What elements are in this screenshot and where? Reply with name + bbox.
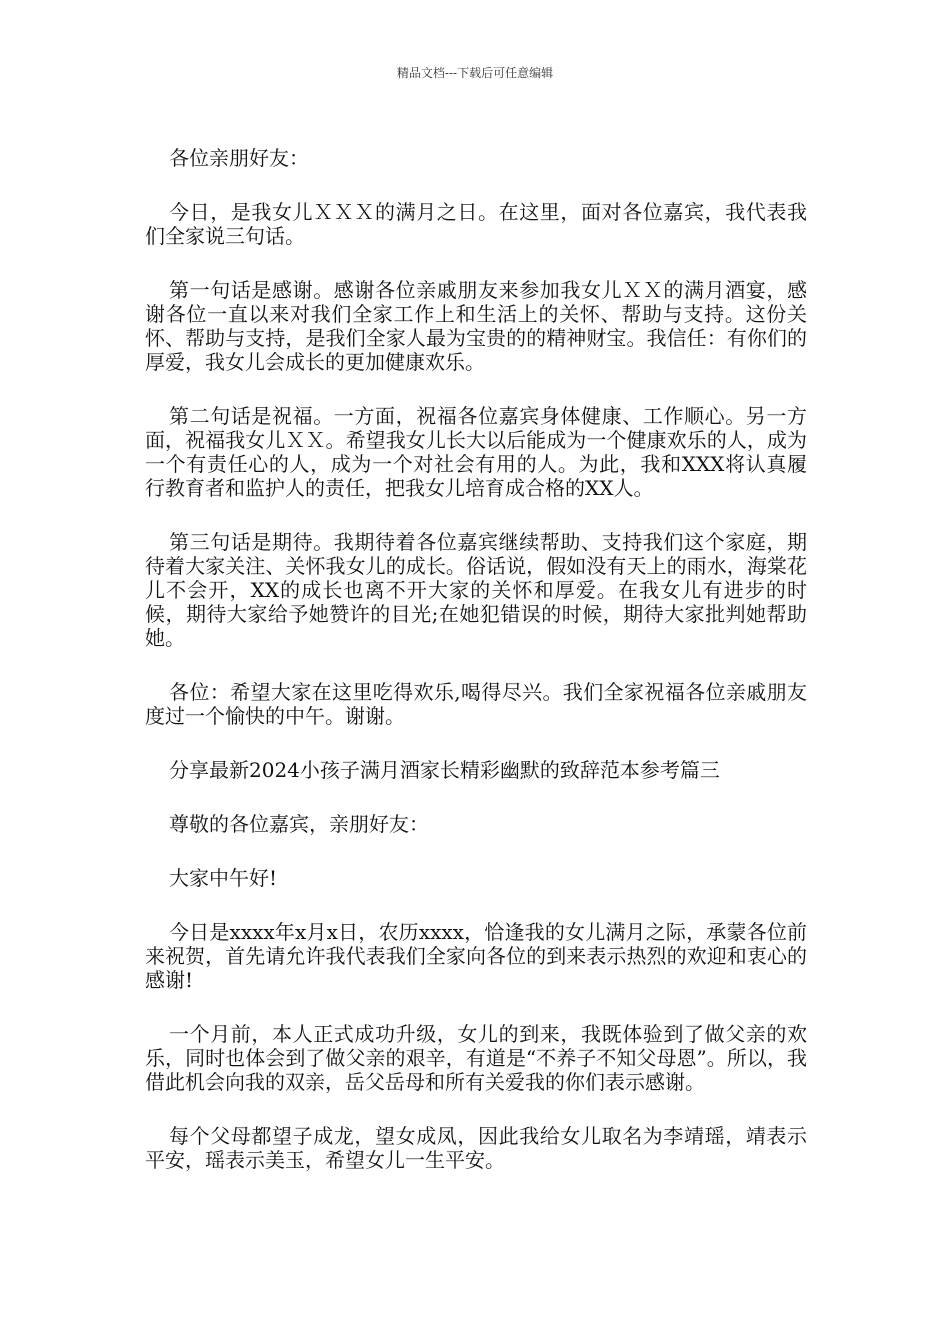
paragraph-closing: 各位：希望大家在这里吃得欢乐,喝得尽兴。我们全家祝福各位亲戚朋友度过一个愉快的中午。谢谢。 bbox=[145, 680, 807, 728]
paragraph-blessing: 第二句话是祝福。一方面，祝福各位嘉宾身体健康、工作顺心。另一方面，祝福我女儿ＸＸ。希望我女儿长大以后能成为一个健康欢乐的人，成为一个有责任心的人，成为一个对社会有用的人。为此，我和XXX将认真履行教育者和监护人的责任，把我女儿培育成合格的XX人。 bbox=[145, 404, 807, 500]
paragraph-intro: 今日，是我女儿ＸＸＸ的满月之日。在这里，面对各位嘉宾，我代表我们全家说三句话。 bbox=[145, 200, 807, 248]
paragraph-greeting: 大家中午好! bbox=[169, 866, 278, 890]
paragraph-welcome: 今日是xxxx年x月x日，农历xxxx，恰逢我的女儿满月之际，承蒙各位前来祝贺，首先请允许我代表我们全家向各位的到来表示热烈的欢迎和衷心的感谢! bbox=[145, 920, 807, 992]
paragraph-gratitude: 一个月前，本人正式成功升级，女儿的到来，我既体验到了做父亲的欢乐，同时也体会到了做父亲的艰辛，有道是“不养子不知父母恩”。所以，我借此机会向我的双亲，岳父岳母和所有关爱我的你们表示感谢。 bbox=[145, 1022, 807, 1094]
document-body bbox=[145, 146, 807, 1202]
page-header: 精品文档---下载后可任意编辑 bbox=[396, 66, 554, 80]
paragraph-naming: 每个父母都望子成龙，望女成凤，因此我给女儿取名为李靖瑶，靖表示平安，瑶表示美玉，希望女儿一生平安。 bbox=[145, 1124, 807, 1172]
paragraph-expectation: 第三句话是期待。我期待着各位嘉宾继续帮助、支持我们这个家庭，期待着大家关注、关怀我女儿的成长。俗话说，假如没有天上的雨水，海棠花儿不会开，XX的成长也离不开大家的关怀和厚爱。在我女儿有进步的时候，期待大家给予她赞许的目光;在她犯错误的时候，期待大家批判她帮助她。 bbox=[145, 530, 807, 650]
paragraph-thanks: 第一句话是感谢。感谢各位亲戚朋友来参加我女儿ＸＸ的满月酒宴，感谢各位一直以来对我们全家工作上和生活上的关怀、帮助与支持。这份关怀、帮助与支持，是我们全家人最为宝贵的的精神财宝。我信任：有你们的厚爱，我女儿会成长的更加健康欢乐。 bbox=[145, 278, 807, 374]
paragraph-salutation: 各位亲朋好友： bbox=[169, 146, 309, 170]
paragraph-salutation-2: 尊敬的各位嘉宾，亲朋好友： bbox=[169, 812, 429, 836]
section-title: 分享最新2024小孩子满月酒家长精彩幽默的致辞范本参考篇三 bbox=[169, 758, 720, 782]
